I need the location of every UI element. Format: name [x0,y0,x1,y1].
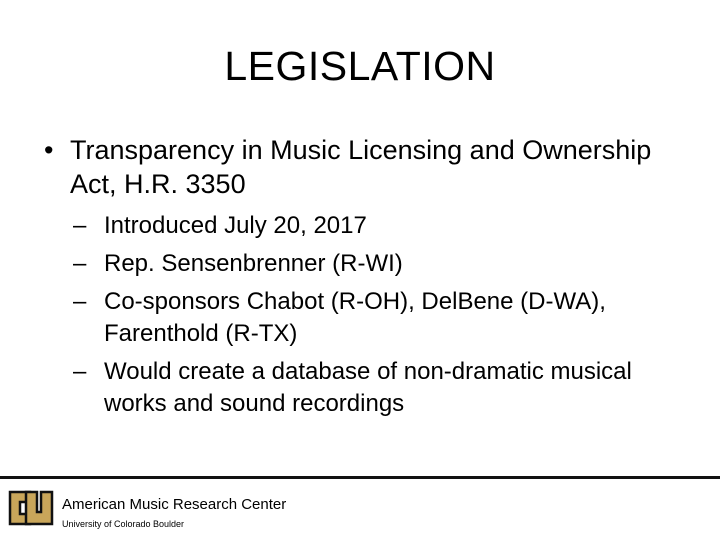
sub-bullet-marker: – [73,212,87,239]
bullet-item [44,133,684,201]
bullet-marker: • [44,135,54,165]
sub-bullet-item [73,210,633,242]
sub-bullet-marker: – [73,358,87,385]
sub-bullet-item [73,356,633,420]
sub-bullet-text: Would create a database of non-dramatic musical works and sound recordings [104,358,632,417]
sub-bullet-text: Co-sponsors Chabot (R-OH), DelBene (D-WA), Farenthold (R-TX) [104,288,606,347]
sub-bullet-list [73,210,633,420]
sub-bullet-marker: – [73,288,87,315]
footer-organization: American Music Research Center [62,496,287,513]
sub-bullet-item [73,248,633,280]
sub-bullet-text: Rep. Sensenbrenner (R-WI) [104,250,403,277]
sub-bullet-item [73,286,633,350]
slide-title: LEGISLATION [224,43,496,89]
cu-logo-icon [8,486,54,530]
cu-logo-u-shape [26,492,52,524]
footer-university: University of Colorado Boulder [62,519,185,529]
sub-bullet-marker: – [73,250,87,277]
bullet-list [44,133,684,426]
sub-bullet-text: Introduced July 20, 2017 [104,212,367,239]
bullet-text: Transparency in Music Licensing and Ownership Act, H.R. 3350 [70,135,652,199]
footer-divider [0,476,720,479]
